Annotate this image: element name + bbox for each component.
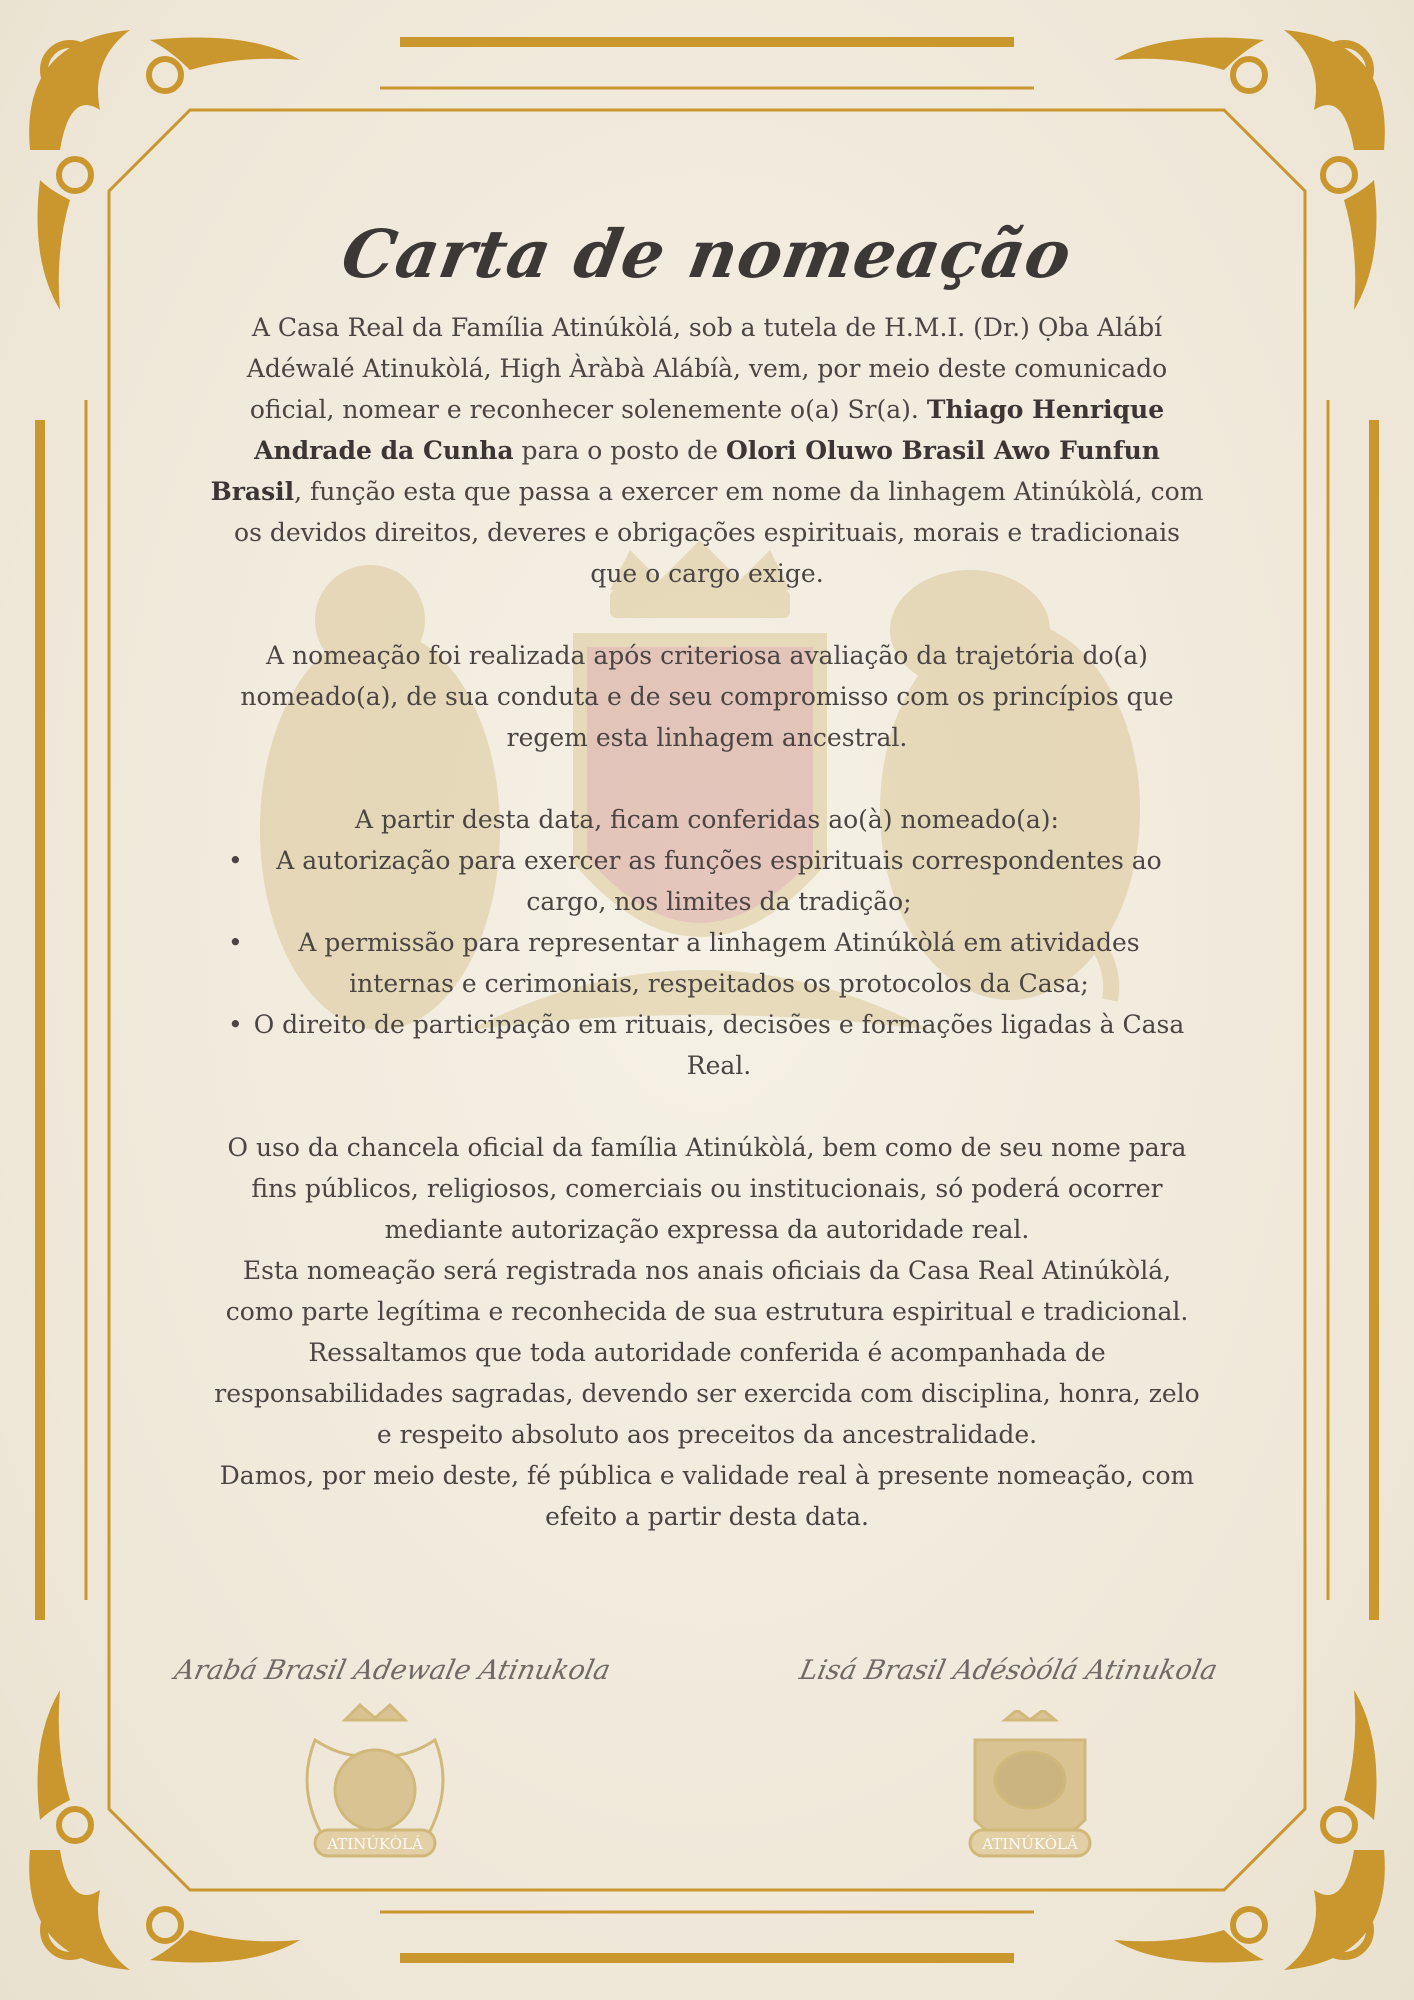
intro-paragraph xyxy=(210,307,1204,594)
rights-list xyxy=(210,840,1204,1086)
validation-paragraph: Damos, por meio deste, fé pública e validade real à presente nomeação, com efeito a partir desta data. xyxy=(219,1461,1195,1531)
bullet-icon: • xyxy=(228,846,243,875)
seal-usage-paragraph: O uso da chancela oficial da família Atinúkòlá, bem como de seu nome para fins públicos, religiosos, comerciais ou institucionais, só poderá ocorrer mediante autorização expressa da autoridade real. xyxy=(227,1133,1187,1244)
svg-text:ATINÚKÒLÁ: ATINÚKÒLÁ xyxy=(327,1835,423,1853)
position-title: Olori Oluwo Brasil Awo Funfun Brasil xyxy=(210,436,1160,506)
list-item: • A permissão para representar a linhagem Atinúkòlá em atividades internas e cerimoniais, respeitados os protocolos da Casa; xyxy=(210,922,1204,1004)
tiger-crest-icon xyxy=(285,1700,465,1870)
document-title: Carta de nomeação xyxy=(336,215,1078,293)
bullet-icon: • xyxy=(228,1010,243,1039)
intro-text-1: A Casa Real da Família Atinúkòlá, sob a tutela de H.M.I. (Dr.) Ọba Alábí Adéwalé Atinukòlá, High Àràbà Alábíà, vem, por meio deste comunicado oficial, nomear e reconhecer solenemente o(a) Sr(a). xyxy=(246,313,1168,424)
bullet-icon: • xyxy=(228,928,243,957)
evaluation-paragraph: A nomeação foi realizada após criteriosa avaliação da trajetória do(a) nomeado(a), de sua conduta e de seu compromisso com os princípios que regem esta linhagem ancestral. xyxy=(240,641,1174,752)
registration-paragraph: Esta nomeação será registrada nos anais oficiais da Casa Real Atinúkòlá, como parte legítima e reconhecida de sua estrutura espiritual e tradicional. xyxy=(225,1256,1189,1326)
list-item: • A autorização para exercer as funções espirituais correspondentes ao cargo, nos limites da tradição; xyxy=(210,840,1204,922)
appointee-name: Thiago Henrique Andrade da Cunha xyxy=(254,395,1165,465)
intro-text-2: para o posto de xyxy=(521,436,718,465)
elephant-crest-icon xyxy=(945,1710,1115,1880)
list-item: • O direito de participação em rituais, decisões e formações ligadas à Casa Real. xyxy=(210,1004,1204,1086)
rights-intro: A partir desta data, ficam conferidas ao(à) nomeado(a): xyxy=(355,805,1059,834)
letter-content xyxy=(210,215,1204,1537)
signature-left: Arabá Brasil Adewale Atinukola xyxy=(171,1655,614,1686)
signature-right: Lisá Brasil Adésòólá Atinukola xyxy=(796,1655,1221,1686)
responsibility-paragraph: Ressaltamos que toda autoridade conferida é acompanhada de responsabilidades sagradas, devendo ser exercida com disciplina, honra, zelo e respeito absoluto aos preceitos da ancestralidade. xyxy=(214,1338,1200,1449)
svg-text:ATINÚKÒLÁ: ATINÚKÒLÁ xyxy=(982,1835,1078,1853)
intro-text-3: , função esta que passa a exercer em nome da linhagem Atinúkòlá, com os devidos direitos, deveres e obrigações espirituais, morais e tradicionais que o cargo exige. xyxy=(234,477,1204,588)
